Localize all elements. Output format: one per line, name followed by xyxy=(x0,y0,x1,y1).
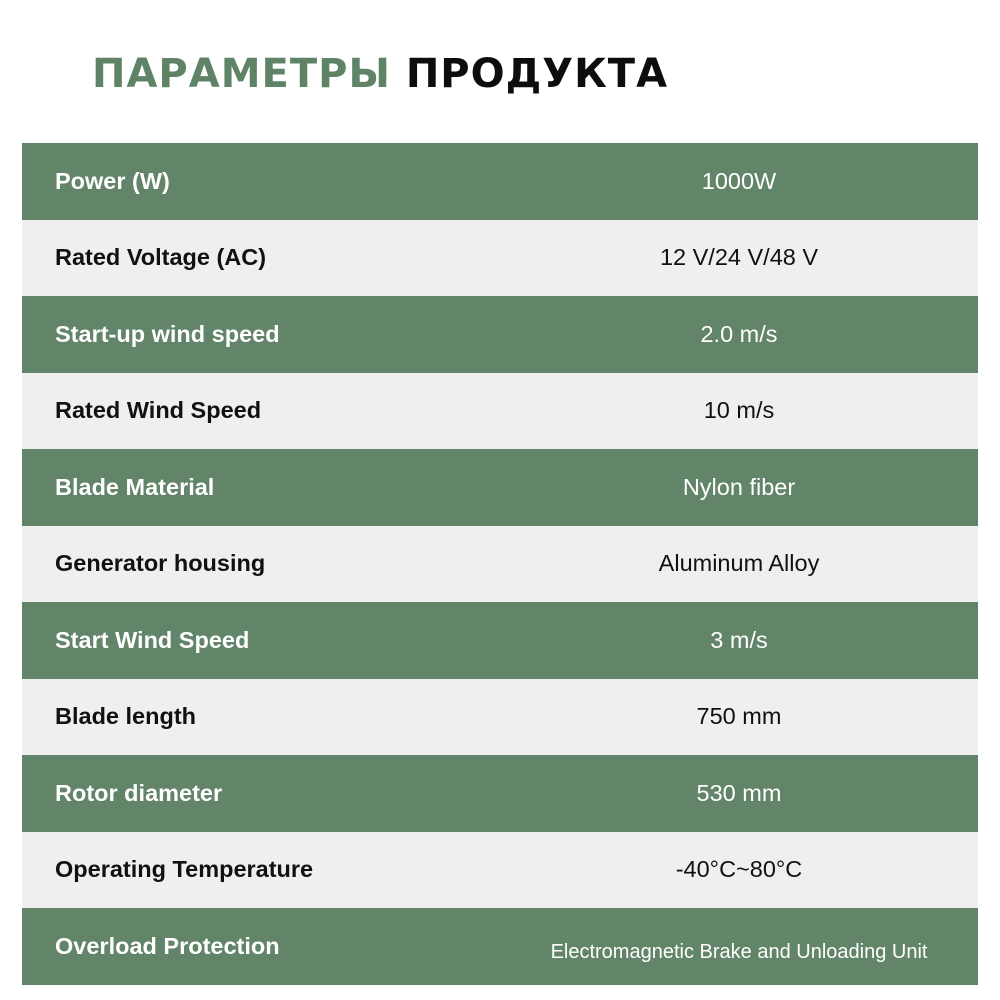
spec-label: Operating Temperature xyxy=(55,856,314,883)
spec-row-power xyxy=(22,143,978,220)
spec-row-generator-housing xyxy=(22,526,978,603)
spec-label: Rated Wind Speed xyxy=(55,397,262,424)
spec-row-blade-length xyxy=(22,679,978,756)
spec-value: 3 m/s xyxy=(710,626,768,653)
spec-value: Electromagnetic Brake and Unloading Unit xyxy=(550,940,928,963)
spec-value: -40°C~80°C xyxy=(675,856,803,883)
spec-label: Start Wind Speed xyxy=(55,626,250,653)
spec-label: Generator housing xyxy=(55,550,266,577)
spec-label: Blade length xyxy=(55,703,197,730)
spec-value: 10 m/s xyxy=(703,397,775,424)
spec-row-startup-wind-speed xyxy=(22,296,978,373)
spec-value: 2.0 m/s xyxy=(700,320,778,347)
spec-value: Aluminum Alloy xyxy=(658,550,820,577)
spec-row-rotor-diameter xyxy=(22,755,978,832)
spec-row-blade-material xyxy=(22,449,978,526)
spec-label: Start-up wind speed xyxy=(55,320,280,347)
spec-label: Power (W) xyxy=(55,167,170,194)
spec-value: 1000W xyxy=(701,167,777,194)
spec-value: 12 V/24 V/48 V xyxy=(659,244,819,271)
spec-row-rated-voltage xyxy=(22,220,978,297)
spec-row-start-wind-speed xyxy=(22,602,978,679)
spec-label: Overload Protection xyxy=(55,932,280,959)
spec-label: Blade Material xyxy=(55,473,215,500)
spec-value: 530 mm xyxy=(696,779,782,806)
spec-label: Rotor diameter xyxy=(55,779,223,806)
spec-value: 750 mm xyxy=(696,703,782,730)
page-title xyxy=(92,48,668,100)
page-title-dark: ПРОДУКТА xyxy=(405,51,669,97)
spec-table xyxy=(22,143,978,985)
spec-row-rated-wind-speed xyxy=(22,373,978,450)
spec-label: Rated Voltage (AC) xyxy=(55,244,267,271)
spec-row-overload-protection xyxy=(22,908,978,985)
spec-value: Nylon fiber xyxy=(682,473,796,500)
spec-row-operating-temperature xyxy=(22,832,978,909)
page-title-accent: ПАРАМЕТРЫ xyxy=(92,51,391,97)
